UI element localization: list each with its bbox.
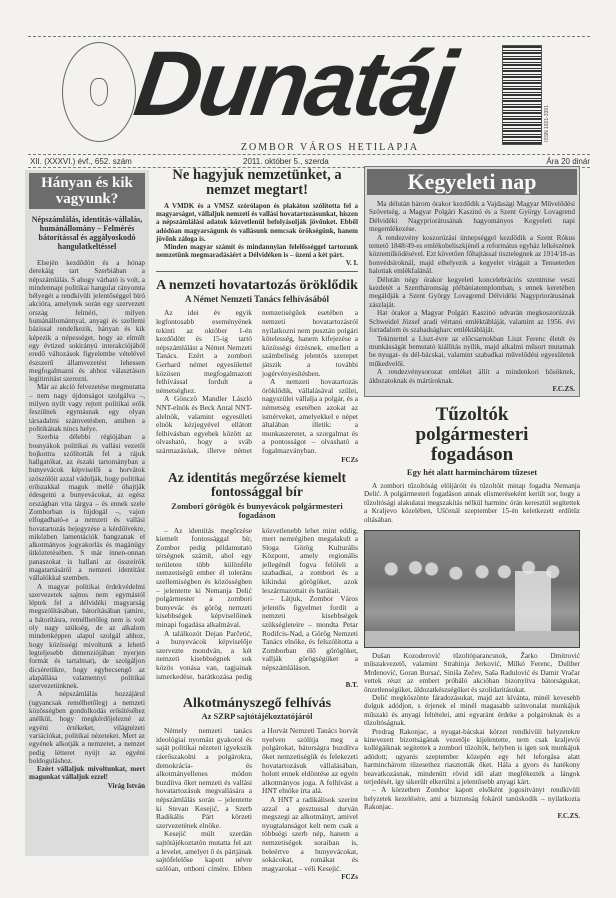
paragraph: Ma délután három órakor kezdődik a Vajdasági Magyar Művelődési Szövetség, a Magyar Polgári Kaszinó és a Szent György Lovagrend Délvidéki Nagypriorátusának hagyományos Kegyeleti napi megemlékezése.	[369, 200, 575, 234]
headline: Ne hagyjuk nemzetünket, a nemzet megtart!	[172, 167, 342, 198]
author: FCZs	[341, 873, 358, 882]
paragraph: A Gönczö Mandler László NNT-elnök és Beck Antal NNT-alelnök, valamint egyesületi elnök kézjegyével ellátott felhívásban egyebek között az olvasható, hogy a sváb származásúak, illetve német nemzetiségűek esetében a nemzeti hovatartozásról nyilatkozni nem pusztán polgári kötelesség, hanem kifejezése a közösségi érzésnek, emellett a számbeliség jelentős szerepet játszik a további jogérvényesítésben.	[156, 308, 358, 455]
paragraph: Délután négy órakor kegyeleti koncelebrációs szentmise veszi kezdetét a Szentháromság plébániatemplomban, s ennek keretében megáldják a Szent György Lovagrend Délvidéki Nagypriorátusának zászlaját.	[369, 275, 575, 309]
article-intro: A zombori tűzoltóság elöljáróit és tűzoltóit minap fogadta Nemanja Delić. A polgármesteri fogadáson annak elismeréseként került sor, hogy a tűzoltósági alakulatai megszakítás nélkül harminc órán keresztül segítettek a Kraljevo közelében, Ušćenál szeptember 15-én keletkezett erdőtűz oltásában.	[364, 481, 580, 524]
issn: ISSN 1821-3391	[544, 105, 550, 142]
paragraph: Elsején kezdődött és a hónap derekáig tart Szerbiában a népszámlálás. S ahogy várható is volt, a mindennapi politikai hangulat rányomta bélyegét a rendkívüli jelentőséggel bíró akcióra, amelynek során egy szervezett ország felméri, milyen humánállománnyal, anyagi és szellemi bázissal rendelkezik, hányan és kik képezik a népességet, hogy az elmúlt egy évtized sokirányú interakciójából eredő változások figyelembe vételével észszerű államvezetést lehessen megfogalmazni és ahhoz választáson legitimitást szerezni.	[29, 259, 145, 384]
article-identitas	[156, 471, 358, 691]
right-column	[364, 166, 580, 821]
middle-column	[156, 168, 358, 882]
article-tuzoltok	[364, 405, 580, 821]
article-kegyeleti-nap	[364, 166, 580, 397]
subheadline: A Német Nemzeti Tanács felhívásából	[185, 294, 329, 305]
seal-logo	[62, 42, 136, 142]
issue-date: 2011. október 5., szerda	[243, 157, 329, 166]
paragraph: Az idei év egyik legfontosabb eseményének tekinti az október 1-én kezdődött és 15-ig tartó népszámlálást a Német Nemzeti Tanács. Ezért a zombori Gerhard német egyesülettel közösen megfogalmazott felhívással fordult a németséghez.	[156, 308, 252, 395]
article-hovatartozas	[156, 278, 358, 464]
paragraph: Némely nemzeti tanács ideológiai nyomást gyakorol és saját politikai nézeteit igyekszik ráerőszakolni a polgárokra, demokrácia- és alkotmányellenes módon buzdítva őket nemzeti és vallási hovatartozásuk megvallására a népszámlálás során – jelentette ki Stevan Kesejić, a Szerb Radikális Párt körzeti szervezetének elnöke.	[156, 726, 252, 830]
paragraph: A magyar politikai érdekvédelmi szervezetek sajnos nem egymástól léptek fel a délvidéki magyarság megszólításában, bátorításában (amire, a bátorításra, remélhetőleg nem is volt oly nagy szükség, de az alkalom mindenképpen alapul szolgál ahhoz, hogy közösségi mivoltunk a lehető legteljesebb dimenziójában nyerjen formát és tartalmat), de szolgáljon dicséretükre, hogy egybecsengő az alapállása valamennyi politikai szervezetünknek.	[29, 582, 145, 691]
article-body	[156, 309, 358, 455]
issue-number: XII. (XXXVI.) évf., 652. szám	[30, 157, 132, 166]
barcode	[502, 45, 542, 145]
paragraph: Minden magyar számít és mindannyian felelősséggel tartozunk nemzetünk megmaradásáért a Délvidéken is – üzeni a két párt.	[156, 243, 358, 260]
paragraph: A nemzeti hovatartozás öröklődik, vállalásával szülei, nagyszülei vállalja a polgár, és a németség esetében azokat az ismérveket, amelyekkel e népet általában illetik: a munkaszeretet, a szorgalmat és a pontosságot – olvasható a fogalmazványban.	[262, 377, 358, 455]
author: V. I.	[345, 259, 358, 268]
paragraph: A rendezvénysorozat emléket állít a mindenkori hősöknek, áldozatoknak és mártíroknak.	[369, 368, 575, 385]
editorial-title: Hányan és kik vagyunk?	[29, 173, 145, 209]
article-alkotmanyszego	[156, 696, 358, 882]
editorial-author: Virág István	[107, 781, 145, 790]
subheadline: Egy hét alatt harminchárom tűzeset	[406, 466, 538, 477]
paragraph: Hat órakor a Magyar Polgári Kaszinó udvarán megkoszorúzzák Schweidel József aradi vértanú emléktábláját, valamint az 1956. évi forradalom és szabadságharc emléktábláját.	[369, 309, 575, 335]
article-body	[369, 200, 575, 385]
paragraph: A népszámlálás hozzájárul (ugyancsak remélhetőleg) a nemzeti közösségben gondolkodás erősítéséhez anélkül, hogy megkérdőjelezné az egyéni értékeket, világnézeti variációkat, politikai nézeteket. Mert az egyének alkotják a nemzetet, a nemzet pedig létteret nyújt az egyéni boldoguláshoz.	[29, 690, 145, 765]
paragraph: Delić megköszönte fáradozásukat, majd azt kívánta, minél kevesebb dolguk adódjon, s érjenek el minél magasabb színvonalat munkájuk műszaki és anyagi feltételei, ami egyaránt érdeke a polgároknak és a tűzoltóságnak.	[364, 694, 580, 728]
article-body	[156, 202, 358, 259]
firefighters-photo	[364, 530, 580, 648]
article-body	[156, 527, 358, 682]
rule	[28, 154, 590, 155]
headline: Tűzoltók polgármesteri fogadáson	[415, 403, 529, 465]
seal-emblem-icon	[90, 78, 108, 106]
paragraph: Már az akció felvezetése megmutatta – nem nagy újdonságot szolgálva –, milyen nyílt vagy rejtett politikai erők feszülnek egymásnak egy olyan társadalmi számvetésben, amiben a politikának nincs helye.	[29, 383, 145, 433]
paragraph: A találkozót Dejan Parčetić, a bunyevácok képviselője szervezte mondván, a két nemzeti kisebbségnek sok közös vonása van, tagjainak ismerkedése, barátkozása pedig közvetlenebb lehet mint eddig, mert nemrégiben megalakult a Sloga Görög Kulturális Központ, amely regionális jellegénél fogva felöleli a szabadkai, a zombori és a kikindai görögöket, azok leszármazottait és barátait.	[156, 525, 358, 681]
paragraph: Kesejić múlt szerdán sajtótájékoztatón mutatta fel azt a levelet, amelyet ő és pártjának sajtófelelőse kapott névre szólóan, otthoni címére. Ebben a Horvát Nemzeti Tanács horvát nyelven szólítja meg a polgárokat, bátorságra buzdítva őket nemzetiségük és felekezeti hovatartozásuk vállalásában, holott ennek eldöntése az egyén alkotmányos joga. A felhívást a HNT elnöke írta alá.	[156, 726, 358, 873]
headline: Kegyeleti nap	[367, 169, 577, 195]
author: F.C.ZS.	[557, 811, 580, 820]
paragraph: Ezért vállaljuk mivoltunkat, mert magunkat vállaljuk ezzel!	[29, 765, 145, 782]
paragraph: Szerbia délebbi régiójában a bosnyákok politikai és vallási vezetői bojkottra szólították fel a rájuk hallgatókat, az északi tartományban a bunyevácok képviselői a horvátok szószólóit azzal vádolják, hogy politikai erőszakkal maguk mellé óhajtják édesgetni a bunyevácokat, az egész országban vita tárgya – és ennek szele Zomborban is fújdogál –, vajon elfogadható-e a nemzeti és vallási hovatartozás bejegyzése a kérdőívekre, miközben lamentációk hangzanak el alkotmányos jogyakorlás és magánügy ütköztetésében. S már innen-onnan panaszokat is hallani az összeírók magatartásáról a nemzeti identitást vállalókkal szemben.	[29, 433, 145, 583]
article-ne-hagyjuk	[156, 168, 358, 272]
author: B.T.	[345, 681, 358, 690]
subheadline: Az SZRP sajtótájékoztatójáról	[201, 711, 313, 722]
subheadline: Zombori görögök és bunyevácok polgármesteri fogadáson	[171, 500, 343, 521]
article-body	[364, 652, 580, 812]
photo-table	[365, 631, 579, 647]
article-body	[156, 727, 358, 873]
author: F.C.ZS.	[552, 384, 575, 393]
paragraph: Predrag Rakonjac, a nyugat-bácskai körzet rendkívüli helyzetekre kinevezett bizottságának vezetője kijelentette, nem csak kraljevói kollégáiknak segítettek a zombori tűzoltók, helyben is igen sok munkájuk adódott; ugyanis szeptember közepén egy hét leforgása alatt harminchárom tűzesethez riasztották őket. Hála a gyors és hatékony beavatkozásnak, mindenütt rövid idő alatt megfékezték a lángok terjedését, így sikerült elkerülni a jelentősebb anyagi kárt.	[364, 727, 580, 787]
paragraph: A rendezvény koszorúzási ünnepséggel kezdődik a Szent Rókus temető 1848/49-es emlékobeliszkjénél a református egyház lelkészének közreműködésével. Ezt követően főhajtással tisztelegnek az 1914/18-as honvédsíroknál, majd elhelyezik a kegyelet virágait a Tenuetetlen halottak emlékfalánál.	[369, 233, 575, 276]
paragraph: Tekintettel a Liszt-évre az előcsarnokban Liszt Ferenc életét és munkásságát bemutató kiállítás nyílik, majd alkalmi műsort mutatnak be nyugat- és dél-bácskai, valamint szabadkai művelődési egyesületek műkedvelői.	[369, 334, 575, 368]
editorial-body	[29, 259, 145, 782]
paragraph: Dušan Kozoderović tűzoltóparancsnok, Žarko Dmitrović műszakvezető, valamint Strahinja Jerković, Milkó Ferenc, Duliber Mrđenović, Goran Bursać, Siniša Zečev, Saša Radulović és Damir Vračar vettek részt az embert próbáló akcióban bizonyítva bátorságukat, önzetlenségüket, áldozatkészségüket és szolidaritásukat.	[364, 651, 580, 694]
headline: Az identitás megőrzése kiemelt fontossággal bír	[167, 469, 347, 499]
paragraph: – A körzetben Zombor kapott elsőként jogosítványt rendkívüli helyzetek kezelésére, ami a biztonság fokáról tanúskodik – nyilatkozta Rakonjac.	[364, 786, 580, 812]
left-editorial	[25, 170, 149, 856]
paragraph: A VMDK és a VMSZ szórólapon és plakáton szólította fel a magyarságot, vállaljuk nemzeti és vallási hovatartozásunkat, hiszen a népszámlálási adatok közvetlenül befolyásolják jövőnket. Ebből adódóan magyarságunk és vallásunk nemcsak örökségünk, hanem jövőnk záloga is.	[156, 202, 358, 243]
headline: Alkotmányszegő felhívás	[182, 696, 332, 712]
masthead-subtitle: ZOMBOR VÁROS HETILAPJA	[240, 142, 420, 153]
photo-white-shirt	[515, 571, 551, 631]
editorial-subtitle: Népszámlálás, identitás-vállalás, humánállomány – Felmérés bátorítással és aggályoskodó hangulatkeltéssel	[31, 215, 143, 251]
headline: A nemzeti hovatartozás öröklődik	[156, 278, 358, 294]
price: Ára 20 dinár	[546, 157, 590, 166]
author: FCZs	[341, 455, 358, 464]
paragraph: A HNT a radikálisok szerint azzal a gesztussal durván megszegi az alkotmányt, amivel nyugtalanságot kelt nem csak a többségi szerb nép, hanem a nemzetiségek soraiban is, beleértve a bunyevácokat, sokácokat, romákat és magyarokat – véli Kesejić.	[262, 794, 358, 873]
paragraph: – Látjuk, Zombor Város jelentős figyelmet fordít a nemzeti kisebbségek szükségleteire – mondta Petar Rodifcis-Nad, a Görög Nemzeti Tanács elnöke, és felszólította a Zomborban élő görögöket, vallják görögségüket a népszámláláson.	[262, 594, 358, 673]
paragraph: – Az identitás megőrzése kiemelt fontossággal bír, Zombor pedig példamutató térségnek számít, ahol egy területen több különféle nemzetiségű ember él toleráns szellemiségben és közösségben – jelentette ki Nemanja Delić polgármester a zombori bunyevác és görög nemzeti kisebbségek képviselőinek minapi fogadása alkalmával.	[156, 525, 252, 630]
masthead-title: Dunatáj	[128, 33, 460, 135]
